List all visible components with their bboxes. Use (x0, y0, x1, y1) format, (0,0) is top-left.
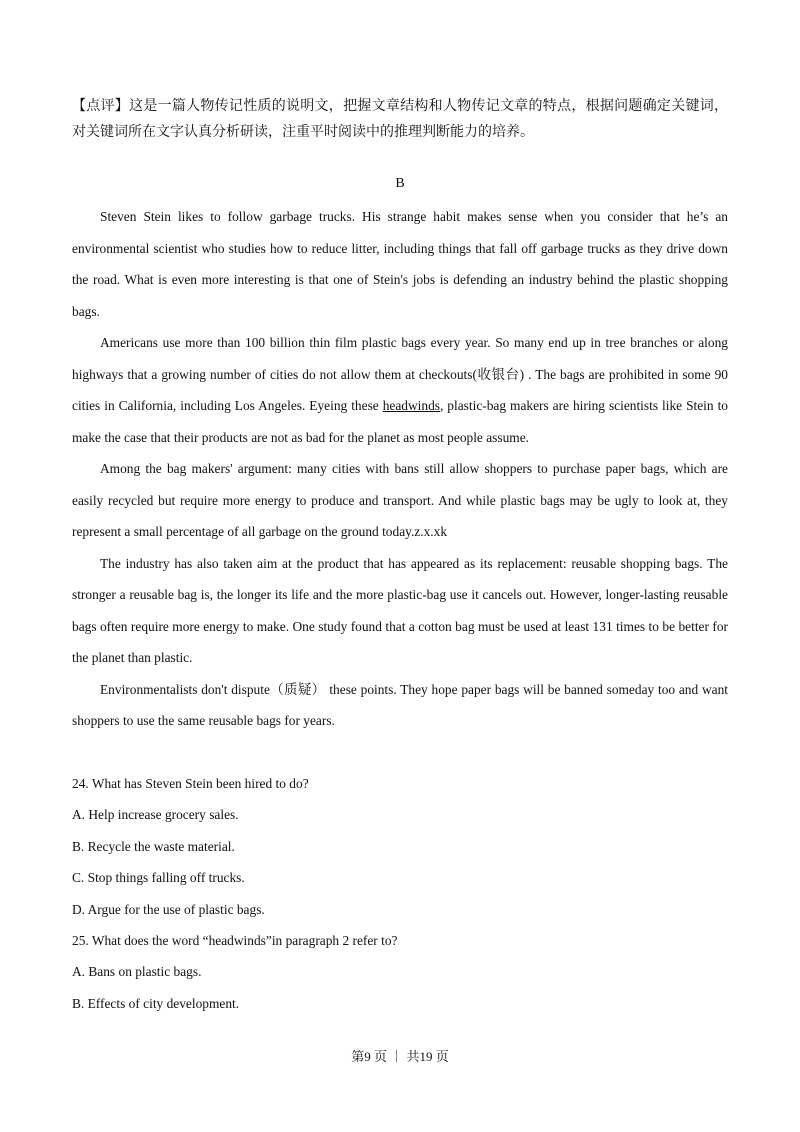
passage-paragraph-2 (72, 327, 728, 453)
question-24-option-b: B. Recycle the waste material. (72, 838, 235, 854)
passage-paragraph-4: The industry has also taken aim at the product that has appeared as its replacement: reusable shopping bags. The stronger a reusable bag is, the longer its life and the more plastic-bag use it cancels out. However, longer-lasting reusable bags often require more energy to make. One study found that a cotton bag must be used at least 131 times to be better for the planet than plastic. (72, 555, 728, 665)
question-24-option-d: D. Argue for the use of plastic bags. (72, 901, 265, 917)
question-list (72, 768, 728, 1019)
page-footer: 第9 页 ｜ 共19 页 (351, 1049, 449, 1064)
question-24: 24. What has Steven Stein been hired to do? (72, 776, 309, 791)
reading-passage (72, 201, 728, 737)
passage-paragraph-2-text-after: , plastic-bag makers are hiring scientists like Stein to make the case that their products are not as bad for the planet as most people assume. (72, 398, 728, 445)
question-25-option-a: A. Bans on plastic bags. (72, 964, 202, 980)
question-24-option-c: C. Stop things falling off trucks. (72, 870, 245, 886)
commentary-paragraph: 【点评】这是一篇人物传记性质的说明文，把握文章结构和人物传记文章的特点，根据问题确定关键词，对关键词所在文字认真分析研读，注重平时阅读中的推理判断能力的培养。 (72, 99, 728, 140)
passage-paragraph-2-text-before: Americans use more than 100 billion thin film plastic bags every year. So many end up in tree branches or along highways that a growing number of cities do not allow them at checkouts(收银台) . The bags are prohibited in some 90 cities in California, including Los Angeles. Eyeing these (72, 335, 728, 413)
question-25: 25. What does the word “headwinds”in paragraph 2 refer to? (72, 933, 398, 949)
section-label: B (395, 176, 405, 191)
keyword-headwinds: headwinds (382, 398, 440, 413)
passage-paragraph-1: Steven Stein likes to follow garbage trucks. His strange habit makes sense when you consider that he’s an environmental scientist who studies how to reduce litter, including things that fall off garbage trucks as they drive down the road. What is even more interesting is that one of Stein's jobs is defending an industry behind the plastic shopping bags. (72, 209, 728, 319)
passage-paragraph-3: Among the bag makers' argument: many cities with bans still allow shoppers to purchase paper bags, which are easily recycled but require more energy to produce and transport. And while plastic bags may be ugly to look at, they represent a small percentage of all garbage on the ground today.z.x.xk (72, 461, 728, 539)
question-25-option-b: B. Effects of city development. (72, 995, 240, 1011)
passage-paragraph-5: Environmentalists don't dispute（质疑） these points. They hope paper bags will be banned someday too and want shoppers to use the same reusable bags for years. (72, 681, 728, 728)
question-24-option-a: A. Help increase grocery sales. (72, 807, 239, 823)
